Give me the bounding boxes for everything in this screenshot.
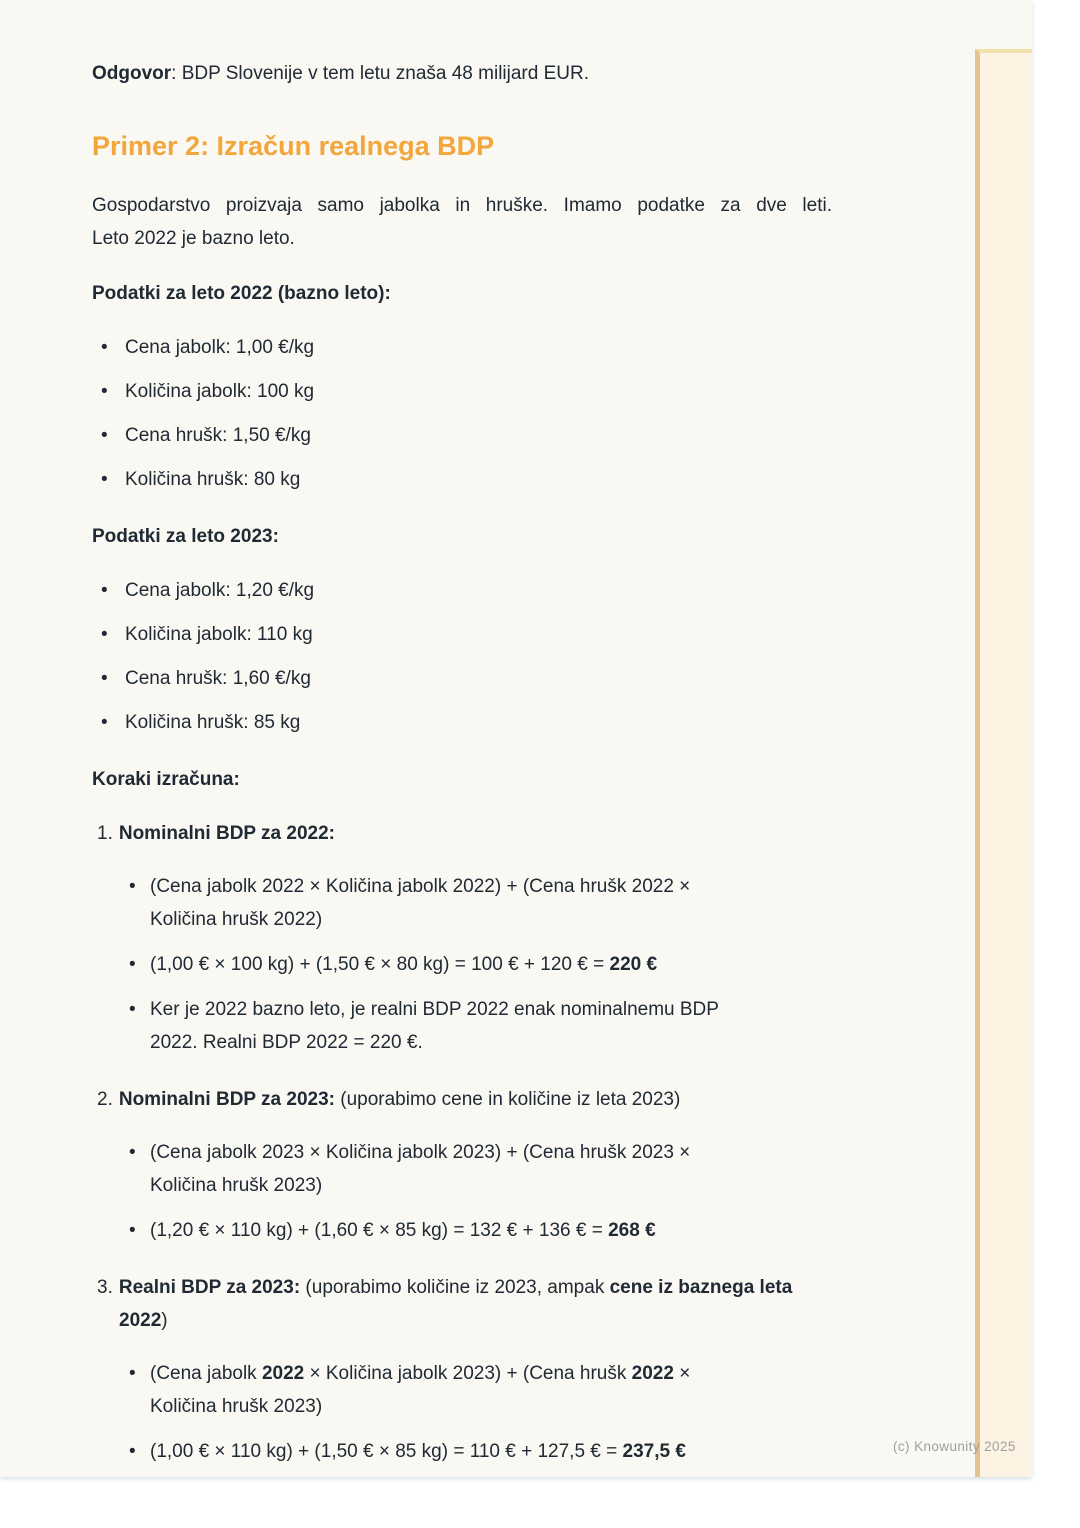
formula-bold-year: 2022: [261, 1363, 305, 1384]
formula-text: × Količina jabolk 2023) + (Cena hrušk: [304, 1363, 632, 1384]
bullet-calculation: [129, 1214, 749, 1247]
bullet-formula: [129, 1357, 749, 1423]
step-title-suffix: (uporabimo cene in količine iz leta 2023): [334, 1089, 681, 1110]
bullet-formula: • (Cena jabolk 2022 × Količina jabolk 2022) + (Cena hrušk 2022 × Količina hrušk 2022): [129, 870, 749, 936]
list-item: • Cena hrušk: 1,50 €/kg: [101, 419, 832, 452]
data-2023-title: Podatki za leto 2023:: [92, 526, 279, 547]
step-bullets: [97, 870, 832, 1059]
step-title: [97, 1271, 797, 1337]
data-2023-list: [92, 574, 832, 739]
list-item: • Cena hrušk: 1,60 €/kg: [101, 662, 832, 695]
step-title: [97, 817, 797, 850]
calc-text: (1,00 € × 110 kg) + (1,50 € × 85 kg) = 110 € + 127,5 € =: [150, 1441, 623, 1462]
answer-paragraph: [92, 57, 832, 90]
calc-text: (1,00 € × 100 kg) + (1,50 € × 80 kg) = 100 € + 120 € =: [150, 954, 610, 975]
step-title-text: Realni BDP za 2023:: [118, 1277, 301, 1298]
bullet-note: • Ker je 2022 bazno leto, je realni BDP 2022 enak nominalnemu BDP 2022. Realni BDP 2022 = 220 €.: [129, 993, 749, 1059]
list-item: • Cena jabolk: 1,20 €/kg: [101, 574, 832, 607]
step-number: 1.: [97, 823, 113, 844]
step-bullets: [97, 1136, 832, 1247]
list-item: • Količina hrušk: 85 kg: [101, 706, 832, 739]
step-title-text: Nominalni BDP za 2023:: [118, 1089, 335, 1110]
formula-bold-year: 2022: [631, 1363, 674, 1384]
step-title-suffix-bold: cene iz baznega leta 2022: [119, 1277, 793, 1331]
list-item: • Količina jabolk: 100 kg: [101, 375, 832, 408]
steps-list: [92, 817, 832, 1468]
bullet-calculation: [129, 948, 749, 981]
page-title: Primer 2: Izračun realnega BDP: [92, 131, 495, 161]
calc-result: 220 €: [609, 954, 658, 975]
document-content: [92, 0, 832, 1468]
answer-label: Odgovor: [92, 63, 172, 84]
data-2022-title: Podatki za leto 2022 (bazno leto):: [92, 283, 391, 304]
list-item: • Količina hrušk: 80 kg: [101, 463, 832, 496]
step-number: 3.: [97, 1277, 113, 1298]
copyright-note: (c) Knowunity 2025: [893, 1439, 1016, 1454]
formula-text: × Količina hrušk 2023): [150, 1363, 691, 1417]
step-title-suffix-close: ): [161, 1310, 168, 1331]
step-title-text: Nominalni BDP za 2022:: [118, 823, 335, 844]
step-title-suffix: (uporabimo količine iz 2023, ampak: [300, 1277, 610, 1298]
step-title: [97, 1083, 797, 1116]
decorative-side-stripe: [975, 49, 1032, 1477]
steps-title: Koraki izračuna:: [92, 769, 240, 790]
step-number: 2.: [97, 1089, 113, 1110]
formula-text: (Cena jabolk: [150, 1363, 262, 1384]
bullet-formula: • (Cena jabolk 2023 × Količina jabolk 2023) + (Cena hrušk 2023 × Količina hrušk 2023): [129, 1136, 749, 1202]
list-item: • Cena jabolk: 1,00 €/kg: [101, 331, 832, 364]
step-nominal-2023: [97, 1083, 832, 1247]
calc-result: 237,5 €: [622, 1441, 686, 1462]
step-real-2023: [97, 1271, 832, 1468]
step-nominal-2022: [97, 817, 832, 1059]
answer-text: : BDP Slovenije v tem letu znaša 48 milijard EUR.: [171, 63, 589, 84]
calc-result: 268 €: [608, 1220, 656, 1241]
step-bullets: [97, 1357, 832, 1468]
calc-text: (1,20 € × 110 kg) + (1,60 € × 85 kg) = 132 € + 136 € =: [150, 1220, 609, 1241]
intro-paragraph-line-2: Leto 2022 je bazno leto.: [92, 228, 295, 249]
list-item: • Količina jabolk: 110 kg: [101, 618, 832, 651]
data-2022-list: [92, 331, 832, 496]
bullet-calculation: [129, 1435, 749, 1468]
intro-paragraph-line-1: Gospodarstvo proizvaja samo jabolka in hruške. Imamo podatke za dve leti.: [92, 195, 832, 216]
